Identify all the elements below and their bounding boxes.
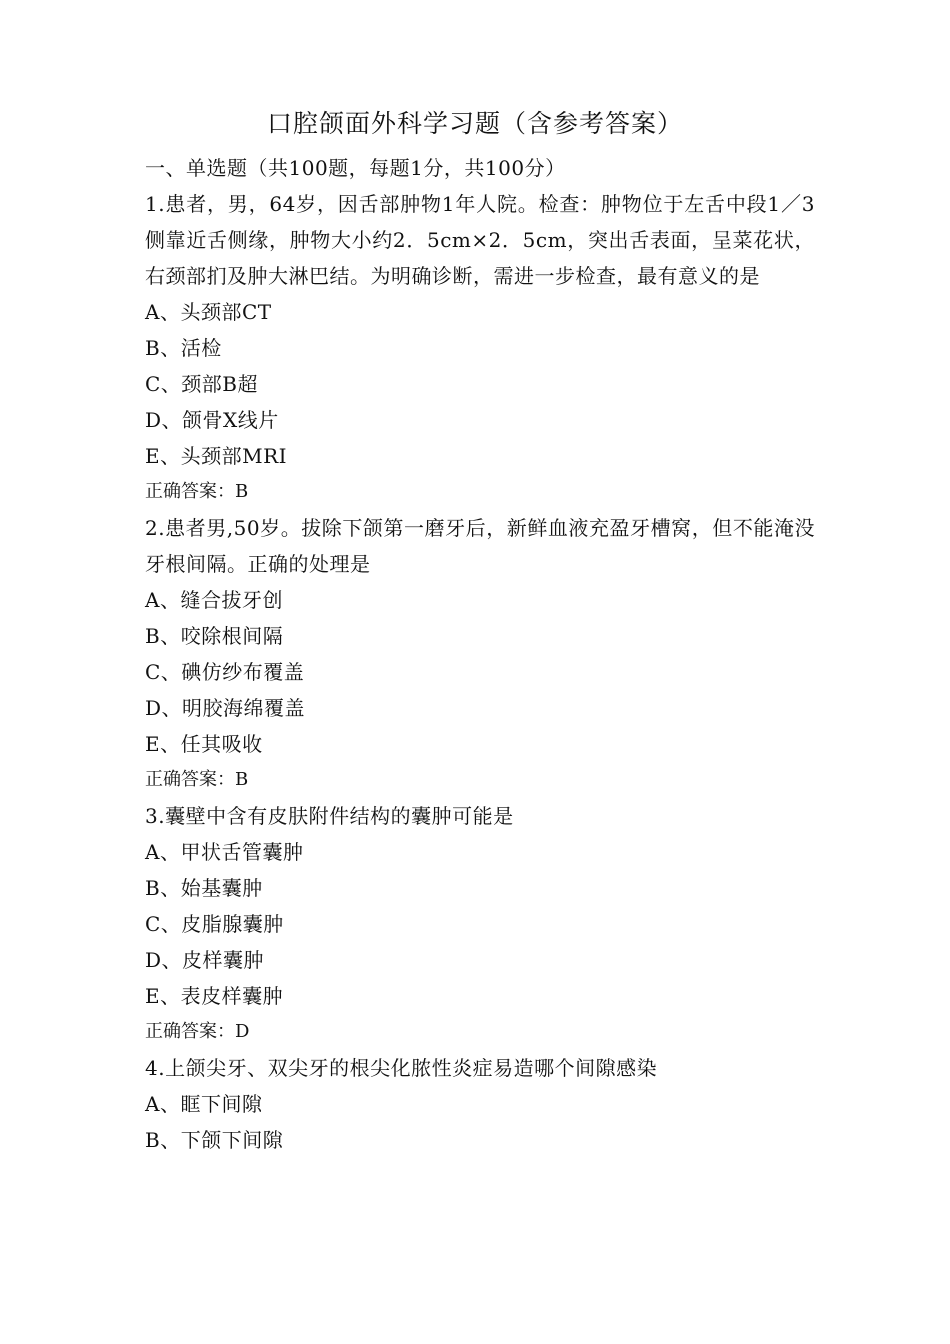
option-e: E、表皮样囊肿 <box>145 984 284 1008</box>
document-body <box>145 150 825 1158</box>
question-stem: 2.患者男,50岁。拔除下颌第一磨牙后，新鲜血液充盈牙槽窝，但不能淹没牙根间隔。正确的处理是 <box>145 516 815 576</box>
option-c: C、颈部B超 <box>145 372 258 396</box>
option-d: D、明胶海绵覆盖 <box>145 696 306 720</box>
question-1 <box>145 186 825 510</box>
section-heading: 一、单选题（共100题，每题1分，共100分） <box>145 156 566 180</box>
question-stem: 4.上颌尖牙、双尖牙的根尖化脓性炎症易造哪个间隙感染 <box>145 1056 658 1080</box>
question-stem: 1.患者，男，64岁，因舌部肿物1年人院。检查：肿物位于左舌中段1／3侧靠近舌侧缘，肿物大小约2．5cm×2．5cm，突出舌表面，呈菜花状，右颈部扪及肿大淋巴结。为明确诊断，需进一步检查，最有意义的是 <box>145 192 815 288</box>
correct-answer: 正确答案：B <box>145 481 249 502</box>
option-d: D、颌骨X线片 <box>145 408 279 432</box>
question-4 <box>145 1050 825 1158</box>
option-e: E、头颈部MRI <box>145 444 288 468</box>
option-b: B、始基囊肿 <box>145 876 263 900</box>
option-b: B、咬除根间隔 <box>145 624 284 648</box>
option-b: B、活检 <box>145 336 222 360</box>
question-3 <box>145 798 825 1050</box>
option-a: A、眶下间隙 <box>145 1092 263 1116</box>
correct-answer: 正确答案：D <box>145 1021 250 1042</box>
option-c: C、皮脂腺囊肿 <box>145 912 284 936</box>
option-e: E、任其吸收 <box>145 732 263 756</box>
option-a: A、缝合拔牙创 <box>145 588 283 612</box>
option-d: D、皮样囊肿 <box>145 948 265 972</box>
question-2 <box>145 510 825 798</box>
document-title: 口腔颌面外科学习题（含参考答案） <box>266 109 683 138</box>
correct-answer: 正确答案：B <box>145 769 249 790</box>
option-a: A、甲状舌管囊肿 <box>145 840 304 864</box>
option-a: A、头颈部CT <box>145 300 272 324</box>
question-stem: 3.囊壁中含有皮肤附件结构的囊肿可能是 <box>145 804 514 828</box>
option-c: C、碘仿纱布覆盖 <box>145 660 305 684</box>
option-b: B、下颌下间隙 <box>145 1128 284 1152</box>
